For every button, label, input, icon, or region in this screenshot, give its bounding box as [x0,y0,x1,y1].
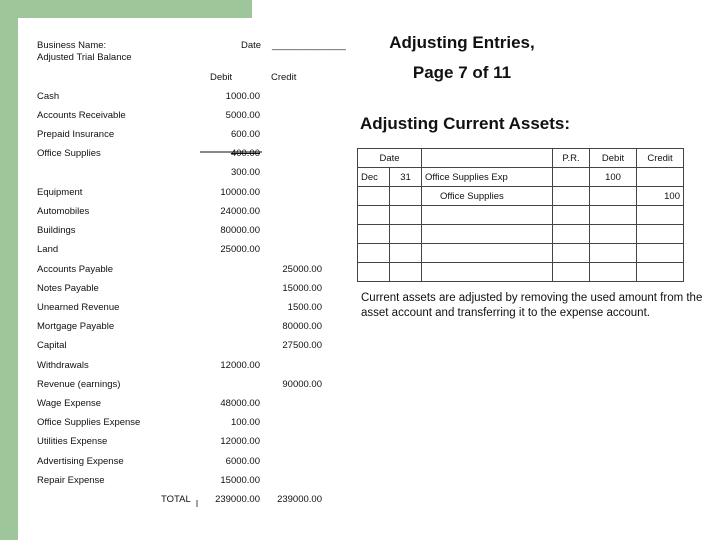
journal-month: Dec [358,168,390,187]
explanation-text: Current assets are adjusted by removing the used amount from the asset account and transferring it to the expense account. [361,292,703,319]
journal-row [358,168,684,187]
date-blank: ______________ [272,40,346,51]
account-debit: 48000.00 [220,398,260,409]
general-journal-table [357,148,684,282]
journal-month [358,244,390,263]
journal-credit [637,244,684,263]
account-name: Equipment [37,187,83,198]
journal-month [358,206,390,225]
account-debit-crossed-out: 400.00 [230,148,260,159]
journal-description [422,263,553,282]
journal-pr [553,168,590,187]
page-title-line2: Page 7 of 11 [412,63,512,82]
journal-debit [590,206,637,225]
account-credit: 90000.00 [282,379,322,390]
account-name: Prepaid Insurance [37,129,115,140]
account-name: Revenue (earnings) [37,379,121,390]
account-debit: 6000.00 [225,456,260,467]
report-name: Adjusted Trial Balance [37,52,132,63]
account-credit: 80000.00 [282,321,322,332]
journal-day [390,263,422,282]
journal-month [358,187,390,206]
account-name: Utilities Expense [37,436,108,447]
journal-header-credit: Credit [637,149,684,168]
account-name: Mortgage Payable [37,321,115,332]
debit-column-header: Debit [210,72,233,83]
journal-header-date: Date [358,149,422,168]
credit-column-header: Credit [271,72,297,83]
account-name: Land [37,244,59,255]
account-debit: 100.00 [230,417,260,428]
journal-day [390,225,422,244]
journal-header-pr: P.R. [553,149,590,168]
journal-debit [590,187,637,206]
journal-row [358,225,684,244]
account-name: Advertising Expense [37,456,124,467]
journal-description: Office Supplies [422,187,553,206]
total-credit: 239000.00 [277,494,322,505]
journal-credit [637,263,684,282]
account-debit: 10000.00 [220,187,260,198]
account-name: Office Supplies [37,148,101,159]
account-name: Capital [37,340,67,351]
account-name: Accounts Payable [37,264,114,275]
account-debit: 15000.00 [220,475,260,486]
journal-credit [637,168,684,187]
office-supplies-adjusted-balance: 300.00 [230,167,260,178]
account-debit: 600.00 [230,129,260,140]
journal-credit [637,206,684,225]
account-debit: 24000.00 [220,206,260,217]
journal-pr [553,187,590,206]
account-debit: 12000.00 [220,360,260,371]
journal-description: Office Supplies Exp [422,168,553,187]
journal-day [390,206,422,225]
journal-row [358,206,684,225]
account-name: Buildings [37,225,76,236]
journal-description [422,206,553,225]
total-debit: 239000.00 [215,494,260,505]
journal-debit [590,244,637,263]
journal-debit [590,263,637,282]
journal-month [358,263,390,282]
account-name: Unearned Revenue [37,302,120,313]
journal-pr [553,263,590,282]
journal-row [358,187,684,206]
journal-description [422,225,553,244]
journal-pr [553,206,590,225]
total-label: TOTAL [161,494,191,505]
journal-header-debit: Debit [590,149,637,168]
account-credit: 1500.00 [287,302,322,313]
page-title-line1: Adjusting Entries, [389,33,535,52]
journal-credit: 100 [637,187,684,206]
journal-debit: 100 [590,168,637,187]
account-credit: 15000.00 [282,283,322,294]
account-debit: 1000.00 [225,91,260,102]
journal-header-row [358,149,684,168]
account-name: Withdrawals [37,360,89,371]
journal-day: 31 [390,168,422,187]
journal-day [390,244,422,263]
account-name: Cash [37,91,60,102]
account-credit: 25000.00 [282,264,322,275]
journal-day [390,187,422,206]
journal-pr [553,244,590,263]
account-name: Notes Payable [37,283,99,294]
account-name: Automobiles [37,206,90,217]
section-title: Adjusting Current Assets: [360,114,571,133]
account-credit: 27500.00 [282,340,322,351]
account-name: Repair Expense [37,475,105,486]
journal-header-description [422,149,553,168]
date-label: Date [241,40,262,51]
journal-debit [590,225,637,244]
journal-credit [637,225,684,244]
account-debit: 5000.00 [225,110,260,121]
account-debit: 25000.00 [220,244,260,255]
journal-row [358,263,684,282]
account-name: Accounts Receivable [37,110,126,121]
journal-month [358,225,390,244]
account-debit: 80000.00 [220,225,260,236]
business-name-label: Business Name: [37,40,107,51]
journal-pr [553,225,590,244]
account-debit: 12000.00 [220,436,260,447]
journal-row [358,244,684,263]
account-name: Office Supplies Expense [37,417,141,428]
account-name: Wage Expense [37,398,102,409]
journal-description [422,244,553,263]
